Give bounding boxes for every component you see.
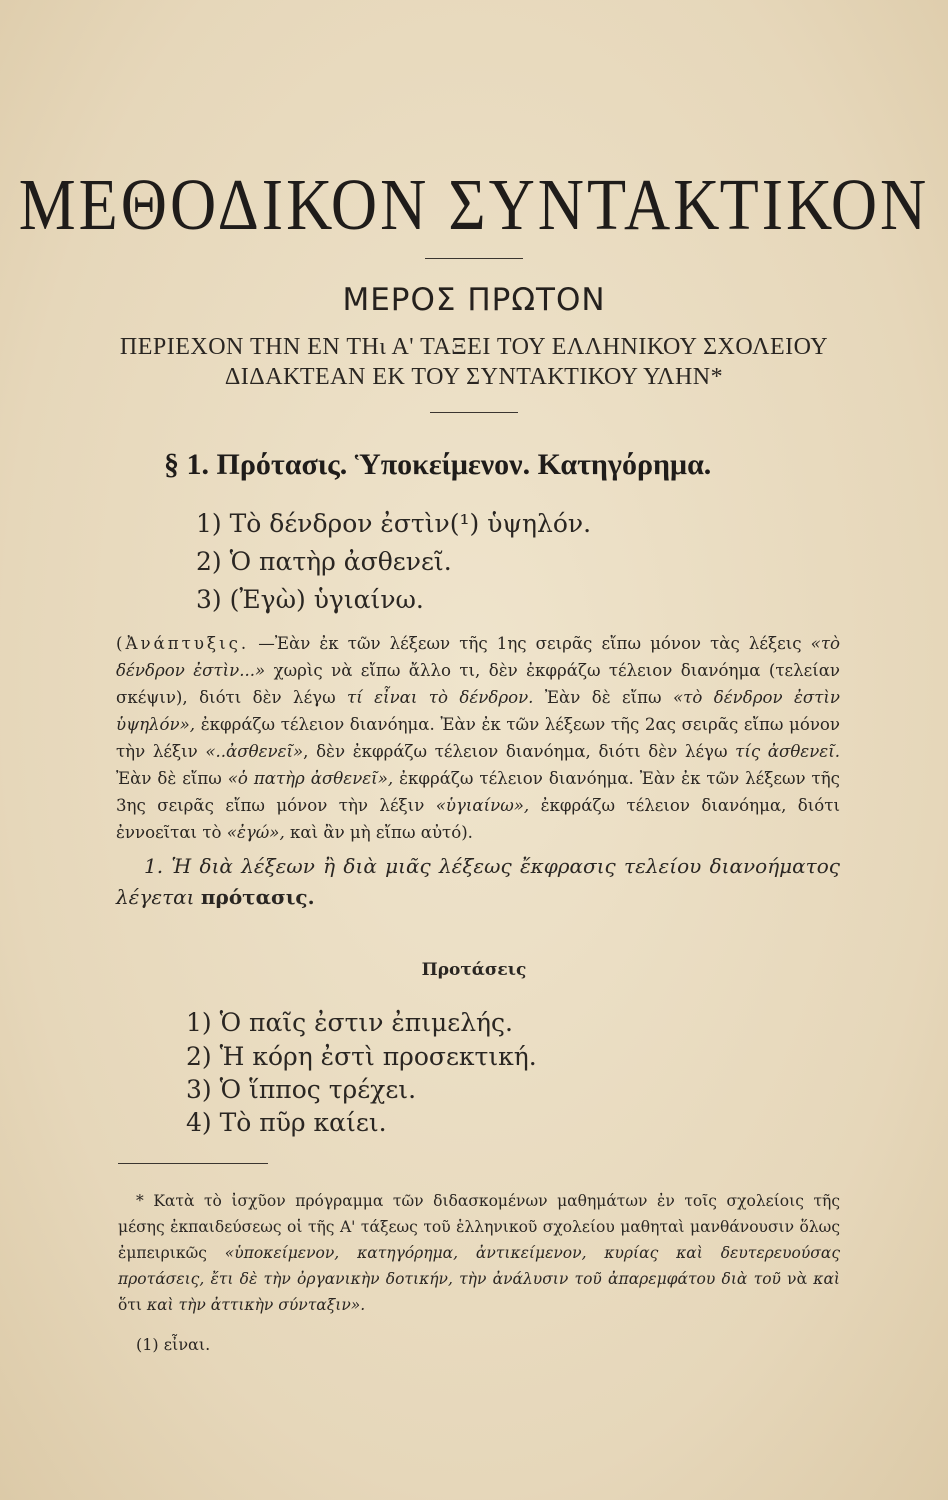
part-subtitle: ΜΕΡΟΣ ΠΡΩΤΟΝ [342,282,606,318]
analysis-paragraph [116,630,840,846]
footnote-star [118,1188,840,1318]
definition-text: 1. Ἡ διὰ λέξεων ἢ διὰ μιᾶς λέξεως ἔκφρασις τελείου διανοήματος λέγεται [116,854,840,909]
footnote-quote: «ὑποκείμενον, κατηγόρημα, ἀντικείμενον, κυρίας καὶ δευτερευούσας προτάσεις, ἔτι δὲ τὴν ὀργανικὴν δοτικήν, τὴν ἀνάλυσιν τοῦ ἀπαρεμφάτου διὰ τοῦ [118,1244,840,1288]
analysis-quote: τί εἶναι τὸ δένδρον. [347,688,534,707]
example-1: 1) Τὸ δένδρον ἐστὶν(¹) ὑψηλόν. [196,509,592,538]
description-line-1: ΠΕΡΙΕΧΟΝ ΤΗΝ ΕΝ ΤΗι Α' ΤΑΞΕΙ ΤΟΥ ΕΛΛΗΝΙΚΟΥ ΣΧΟΛΕΙΟΥ [119,334,829,360]
analysis-quote: τίς ἀσθενεῖ. [735,742,840,761]
footnote-text: * Κατὰ τὸ ἰσχῦον πρόγραμμα τῶν διδασκομένων μαθημάτων ἐν τοῖς σχολείοις τῆς μέσης ἐκπαιδεύσεως οἱ τῆς Α' τάξεως τοῦ ἑλληνικοῦ σχολείου μαθηταὶ μανθάνουσιν ὅλως ἐμπειρικῶς [118,1192,840,1262]
example-3: 3) (Ἐγὼ) ὑγιαίνω. [196,585,424,614]
proposition-2: 2) Ἡ κόρη ἐστὶ προσεκτική. [186,1042,537,1071]
analysis-text: —Ἐὰν ἐκ τῶν λέξεων τῆς 1ης σειρᾶς εἴπω μόνον τὰς λέξεις [249,634,811,653]
analysis-text: , δὲν ἐκφράζω τέλειον διανόημα, διότι δὲν λέγω [303,742,736,761]
definition-term: πρότασις. [200,885,315,909]
analysis-text: Ἐὰν δὲ εἴπω [116,769,228,788]
section-heading: § 1. Πρότασις. Ὑποκείμενον. Κατηγόρημα. [164,448,712,481]
analysis-text: Ἐὰν δὲ εἴπω [533,688,674,707]
footnote-text: ὅτι [118,1296,147,1314]
footnote-text: νὰ [780,1270,814,1288]
footnote-1: (1) εἶναι. [136,1335,211,1354]
analysis-quote: «ἐγώ», [226,823,285,842]
analysis-quote: «ὁ πατὴρ ἀσθενεῖ», [227,769,394,788]
analysis-quote: «ὑγιαίνω», [435,796,530,815]
analysis-quote: «τὸ δένδρον ἐστὶν...» [116,634,840,680]
analysis-text: καὶ ἂν μὴ εἴπω αὐτό). [284,823,473,842]
analysis-label: (Ἀνάπτυξις. [116,634,250,653]
analysis-text: ἐκφράζω τέλειον διανόημα. Ἐὰν ἐκ τῶν λέξεων τῆς 2ας σειρᾶς εἴπω μόνον τὴν λέξιν [116,715,840,761]
analysis-text: χωρὶς νὰ εἴπω ἄλλο τι, δὲν ἐκφράζω τέλειον διανόημα (τελείαν σκέψιν), διότι δὲν λέγω [116,661,841,707]
example-2: 2) Ὁ πατὴρ ἀσθενεῖ. [196,547,452,576]
analysis-text: ἐκφράζω τέλειον διανόημα. Ἐὰν ἐκ τῶν λέξεων τῆς 3ης σειρᾶς εἴπω μόνον τὴν λέξιν [116,769,840,815]
proposition-1: 1) Ὁ παῖς ἐστιν ἐπιμελής. [186,1008,513,1037]
footnote-rule [118,1163,268,1164]
subtitle-rule [430,412,518,413]
footnote-quote: καὶ [813,1270,840,1288]
page-title: ΜΕΘΟΔΙΚΟΝ ΣΥΝΤΑΚΤΙΚΟΝ [18,163,930,246]
analysis-quote: «..ἀσθενεῖ» [205,742,304,761]
proposition-4: 4) Τὸ πῦρ καίει. [186,1108,387,1137]
title-rule [425,258,523,259]
description-line-2: ΔΙΔΑΚΤΕΑΝ ΕΚ ΤΟΥ ΣΥΝΤΑΚΤΙΚΟΥ ΥΛΗΝ* [224,364,724,390]
propositions-heading: Προτάσεις [421,960,527,980]
footnote-quote: καὶ τὴν ἀττικὴν σύνταξιν». [146,1296,366,1314]
definition-rule [116,851,840,913]
proposition-3: 3) Ὁ ἵππος τρέχει. [186,1075,417,1104]
analysis-text: ἐκφράζω τέλειον διανόημα, διότι ἐννοεῖται τὸ [116,796,840,842]
analysis-quote: «τὸ δένδρον ἐστὶν ὑψηλόν», [116,688,840,734]
